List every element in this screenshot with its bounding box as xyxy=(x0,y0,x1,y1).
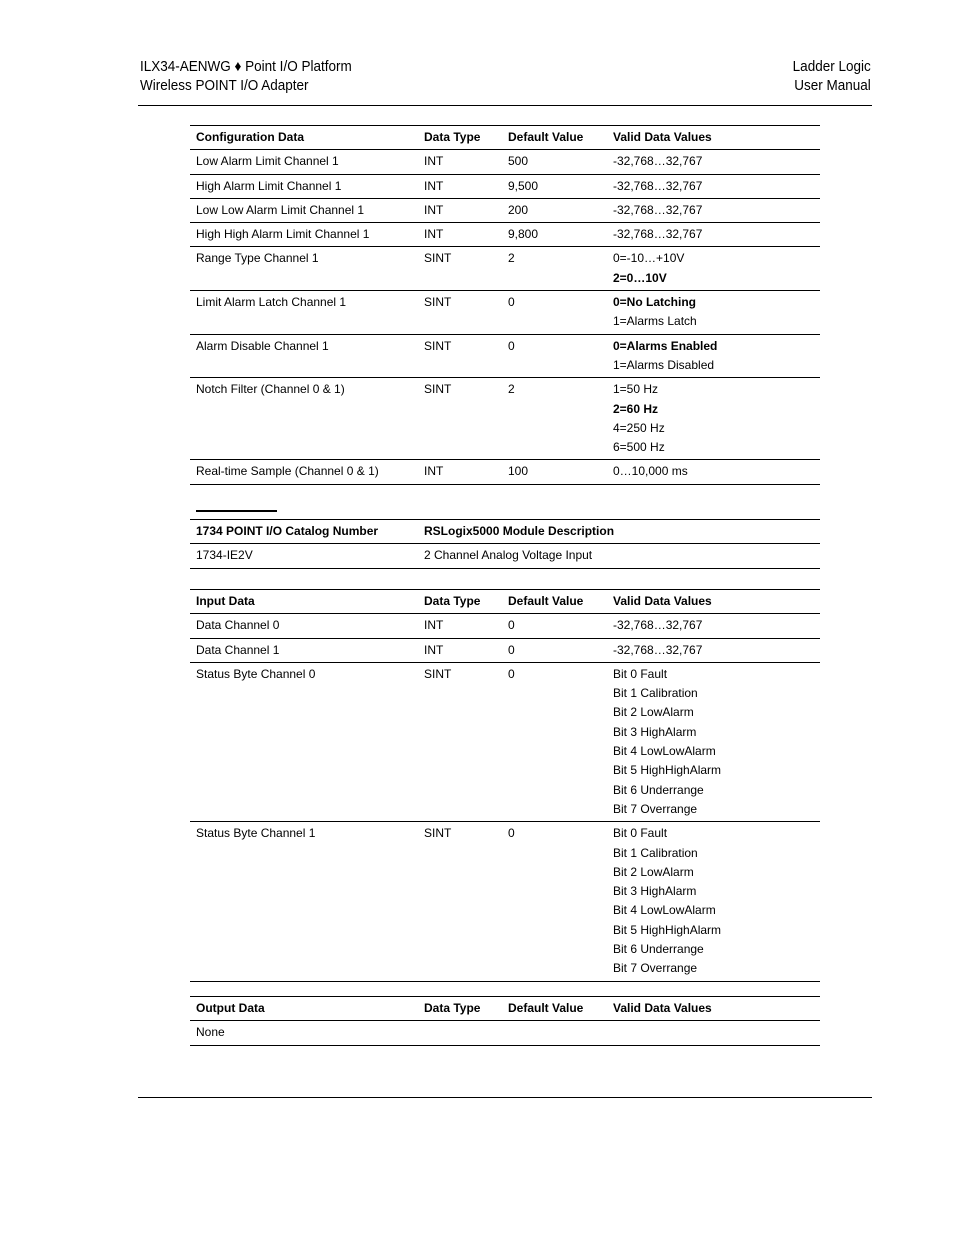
default-value-cell: 0 xyxy=(502,822,607,981)
table-row xyxy=(190,291,820,335)
column-header: Default Value xyxy=(502,590,607,614)
catalog-table xyxy=(190,519,820,569)
table-row xyxy=(190,378,820,460)
valid-value: 0=Alarms Enabled xyxy=(613,338,718,353)
table-row xyxy=(190,662,820,821)
table-header-row xyxy=(190,520,820,544)
default-value-cell: 0 xyxy=(502,662,607,821)
parameter-name-cell: None xyxy=(190,1021,418,1045)
default-value-cell: 0 xyxy=(502,291,607,335)
default-value-cell: 500 xyxy=(502,150,607,174)
default-value-cell: 200 xyxy=(502,198,607,222)
valid-value: Bit 6 Underrange xyxy=(613,782,704,797)
valid-values-cell xyxy=(607,614,820,638)
valid-values-cell xyxy=(607,1021,820,1045)
valid-value: 0=No Latching xyxy=(613,295,697,310)
data-type-cell xyxy=(418,1021,502,1045)
configuration-data-table xyxy=(190,125,820,485)
default-value-cell: 2 xyxy=(502,378,607,460)
column-header: Default Value xyxy=(502,997,607,1021)
valid-value: 1=Alarms Latch xyxy=(613,314,697,329)
valid-values-cell xyxy=(607,247,820,291)
header-manual-title: User Manual xyxy=(794,77,871,94)
data-type-cell: INT xyxy=(418,223,502,247)
data-type-cell: INT xyxy=(418,638,502,662)
column-header: RSLogix5000 Module Description xyxy=(418,520,820,544)
data-type-cell: SINT xyxy=(418,662,502,821)
column-header: Valid Data Values xyxy=(607,126,820,150)
parameter-name-cell: Low Alarm Limit Channel 1 xyxy=(190,150,418,174)
column-header: Output Data xyxy=(190,997,418,1021)
table-row xyxy=(190,334,820,378)
table-row xyxy=(190,822,820,981)
valid-value: -32,768…32,767 xyxy=(613,618,703,633)
data-type-cell: INT xyxy=(418,174,502,198)
default-value-cell xyxy=(502,1021,607,1045)
column-header: Configuration Data xyxy=(190,126,418,150)
parameter-name-cell: Data Channel 1 xyxy=(190,638,418,662)
header-right xyxy=(793,57,871,95)
valid-value: Bit 3 HighAlarm xyxy=(613,724,697,739)
valid-value: Bit 0 Fault xyxy=(613,666,668,681)
data-type-cell: SINT xyxy=(418,334,502,378)
parameter-name-cell: Limit Alarm Latch Channel 1 xyxy=(190,291,418,335)
output-data-table xyxy=(190,996,820,1046)
table-row xyxy=(190,150,820,174)
valid-value: -32,768…32,767 xyxy=(613,154,703,169)
data-type-cell: SINT xyxy=(418,822,502,981)
data-type-cell: INT xyxy=(418,150,502,174)
valid-value: Bit 5 HighHighAlarm xyxy=(613,763,722,778)
valid-value: Bit 4 LowLowAlarm xyxy=(613,903,716,918)
section-divider xyxy=(196,510,277,512)
valid-value: -32,768…32,767 xyxy=(613,178,703,193)
parameter-name-cell: High High Alarm Limit Channel 1 xyxy=(190,223,418,247)
parameter-name-cell: Real-time Sample (Channel 0 & 1) xyxy=(190,460,418,484)
valid-values-cell xyxy=(607,334,820,378)
header-divider xyxy=(138,105,872,106)
table-row xyxy=(190,247,820,291)
valid-values-cell xyxy=(607,223,820,247)
valid-value: Bit 1 Calibration xyxy=(613,686,698,701)
parameter-name-cell: Alarm Disable Channel 1 xyxy=(190,334,418,378)
default-value-cell: 2 xyxy=(502,247,607,291)
valid-value: 4=250 Hz xyxy=(613,420,665,435)
header-left xyxy=(140,57,352,95)
table-header-row xyxy=(190,126,820,150)
valid-values-cell xyxy=(607,662,820,821)
valid-value: Bit 0 Fault xyxy=(613,826,668,841)
valid-values-cell xyxy=(607,174,820,198)
data-type-cell: INT xyxy=(418,198,502,222)
valid-value: Bit 7 Overrange xyxy=(613,801,698,816)
parameter-name-cell: Data Channel 0 xyxy=(190,614,418,638)
valid-value: 0…10,000 ms xyxy=(613,464,688,479)
default-value-cell: 9,800 xyxy=(502,223,607,247)
valid-values-cell xyxy=(607,822,820,981)
default-value-cell: 100 xyxy=(502,460,607,484)
valid-value: Bit 5 HighHighAlarm xyxy=(613,922,722,937)
column-header: Valid Data Values xyxy=(607,997,820,1021)
default-value-cell: 0 xyxy=(502,614,607,638)
header-product-title: ILX34-AENWG ♦ Point I/O Platform xyxy=(140,58,352,75)
parameter-name-cell: Low Low Alarm Limit Channel 1 xyxy=(190,198,418,222)
valid-values-cell xyxy=(607,460,820,484)
table-header-row xyxy=(190,997,820,1021)
table-row xyxy=(190,614,820,638)
valid-value: 1=50 Hz xyxy=(613,382,659,397)
column-header: Data Type xyxy=(418,590,502,614)
valid-value: 1=Alarms Disabled xyxy=(613,357,715,372)
valid-value: Bit 4 LowLowAlarm xyxy=(613,744,716,759)
parameter-name-cell: Status Byte Channel 1 xyxy=(190,822,418,981)
valid-values-cell xyxy=(607,291,820,335)
valid-value: -32,768…32,767 xyxy=(613,227,703,242)
parameter-name-cell: Notch Filter (Channel 0 & 1) xyxy=(190,378,418,460)
table-row xyxy=(190,198,820,222)
table-row xyxy=(190,460,820,484)
table-row xyxy=(190,174,820,198)
column-header: Data Type xyxy=(418,997,502,1021)
header-section-title: Ladder Logic xyxy=(792,58,871,75)
valid-values-cell xyxy=(607,198,820,222)
input-data-table xyxy=(190,589,820,982)
valid-value: Bit 6 Underrange xyxy=(613,942,704,957)
default-value-cell: 0 xyxy=(502,334,607,378)
module-description-cell: 2 Channel Analog Voltage Input xyxy=(418,544,820,568)
valid-value: -32,768…32,767 xyxy=(613,642,703,657)
table-row xyxy=(190,1021,820,1045)
column-header: Default Value xyxy=(502,126,607,150)
data-type-cell: SINT xyxy=(418,247,502,291)
valid-value: Bit 2 LowAlarm xyxy=(613,705,694,720)
valid-value: Bit 7 Overrange xyxy=(613,961,698,976)
column-header: Data Type xyxy=(418,126,502,150)
valid-value: 2=0…10V xyxy=(613,270,667,285)
valid-value: 6=500 Hz xyxy=(613,440,665,455)
data-type-cell: SINT xyxy=(418,291,502,335)
table-header-row xyxy=(190,590,820,614)
column-header: Valid Data Values xyxy=(607,590,820,614)
footer-divider xyxy=(138,1097,872,1098)
table-row xyxy=(190,544,820,568)
valid-value: -32,768…32,767 xyxy=(613,202,703,217)
valid-value: 2=60 Hz xyxy=(613,401,659,416)
parameter-name-cell: Status Byte Channel 0 xyxy=(190,662,418,821)
parameter-name-cell: Range Type Channel 1 xyxy=(190,247,418,291)
table-row xyxy=(190,638,820,662)
data-type-cell: INT xyxy=(418,460,502,484)
valid-values-cell xyxy=(607,378,820,460)
data-type-cell: INT xyxy=(418,614,502,638)
valid-value: Bit 3 HighAlarm xyxy=(613,884,697,899)
column-header: Input Data xyxy=(190,590,418,614)
valid-value: Bit 2 LowAlarm xyxy=(613,864,694,879)
catalog-number-cell: 1734-IE2V xyxy=(190,544,418,568)
data-type-cell: SINT xyxy=(418,378,502,460)
header-product-subtitle: Wireless POINT I/O Adapter xyxy=(140,77,309,94)
table-row xyxy=(190,223,820,247)
valid-value: Bit 1 Calibration xyxy=(613,845,698,860)
default-value-cell: 9,500 xyxy=(502,174,607,198)
valid-values-cell xyxy=(607,150,820,174)
valid-values-cell xyxy=(607,638,820,662)
valid-value: 0=-10…+10V xyxy=(613,251,685,266)
parameter-name-cell: High Alarm Limit Channel 1 xyxy=(190,174,418,198)
column-header: 1734 POINT I/O Catalog Number xyxy=(190,520,418,544)
default-value-cell: 0 xyxy=(502,638,607,662)
